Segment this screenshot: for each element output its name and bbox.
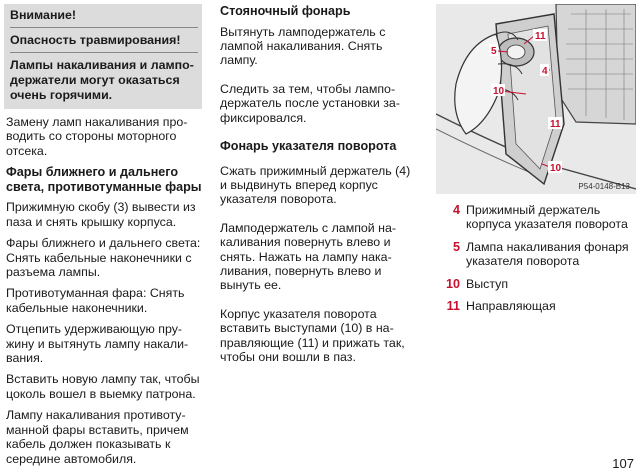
step-text: Вытянуть ламподержатель с лампой накаливания. Снять лампу. — [220, 24, 386, 68]
turn-signal-illustration — [436, 4, 636, 194]
section-heading-parking-light: Стояночный фонарь — [220, 4, 351, 18]
step-text: Следить за тем, чтобы ламподержатель после установки зафиксировался. — [220, 81, 400, 125]
legend-item — [436, 240, 636, 269]
step-text: Противотуманная фара: Снять кабельные наконечники. — [6, 286, 185, 315]
legend-number: 4 — [452, 203, 460, 217]
callout-10-top: 10 — [493, 86, 505, 97]
step-text: Сжать прижимный держатель (4) и выдвинуть вперед корпус указателя поворота. — [220, 163, 411, 207]
step-text: Отцепить удерживающую пружину и вытянуть лампу накаливания. — [6, 322, 189, 366]
legend-number: 11 — [446, 299, 460, 314]
callout-11-top: 11 — [535, 31, 546, 42]
legend-number: 10 — [445, 276, 460, 291]
warning-hot-bulbs: Лампы накаливания и ламподержатели могут оказаться очень горячими. — [10, 58, 194, 102]
figure-code: P54-0148-B13 — [578, 182, 630, 191]
step-text: Вставить новую лампу так, чтобы цоколь вошел в выемку патрона. — [6, 372, 200, 401]
legend-number: 5 — [452, 239, 460, 254]
page-number: 107 — [612, 456, 634, 471]
warning-injury: Опасность травмирования! — [10, 33, 198, 53]
callout-11-bottom: 11 — [550, 119, 561, 130]
legend-item — [436, 203, 636, 232]
legend-text: Направляющая — [466, 299, 556, 314]
step-text: Ламподержатель с лампой накаливания повернуть влево и снять. Нажать на лампу накаливания, повернуть влево и вынуть ее. — [220, 220, 397, 293]
warning-title: Внимание! — [10, 8, 198, 28]
warning-box — [4, 4, 202, 109]
callout-10-bottom: 10 — [550, 163, 562, 174]
step-text: Прижимную скобу (3) вывести из паза и снять крышку корпуса. — [6, 200, 196, 229]
section-heading-turn-signal: Фонарь указателя поворота — [220, 139, 397, 154]
callout-4: 4 — [542, 66, 548, 77]
step-text: Лампу накаливания противотуманной фары вставить, причем кабель должен показывать к середине автомобиля. — [6, 408, 189, 466]
legend-text: Выступ — [466, 276, 509, 291]
step-text: Фары ближнего и дальнего света: Снять кабельные наконечники с разъема лампы. — [6, 236, 201, 280]
callout-5: 5 — [491, 46, 497, 57]
section-heading-headlights: Фары ближнего и дальнего света, противотуманные фары — [6, 165, 202, 194]
legend-text: Прижимный держатель корпуса указателя поворота — [466, 203, 628, 232]
legend-text: Лампа накаливания фонаря указателя поворота — [466, 239, 629, 269]
middle-column — [220, 4, 420, 372]
legend-item — [436, 299, 636, 313]
intro-text: Замену ламп накаливания проводить со стороны моторного отсека. — [6, 115, 188, 158]
step-text: Корпус указателя поворота вставить выступами (10) в направляющие (11) и прижать так, чтобы они вошли в паз. — [220, 306, 405, 365]
legend-item — [436, 277, 636, 291]
left-column — [4, 0, 202, 473]
turn-signal-figure — [436, 4, 636, 194]
figure-legend — [436, 203, 636, 321]
